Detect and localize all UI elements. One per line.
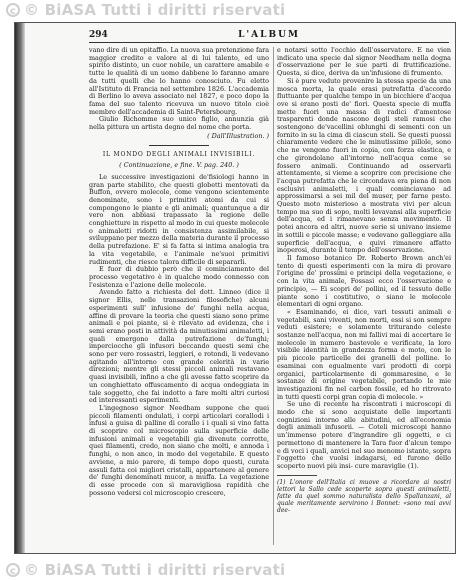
paragraph: e notarsi sotto l'occhio dell'osservatore. E ne vien indicato una specie dal signor Needham nella dogna d'osservazione per le sue parti di fruttificazione. Questa, si dice, deriva da un'infusione di frumento. (277, 47, 451, 78)
running-title: L'ALBUM (238, 30, 300, 40)
paragraph: Se uno di recente ha riscontrati i microscopi di modo che si sono acquistate delle importanti cognizioni intorno alle abitudini, ed all'economia degli animali infusorii. — Coteli microscopi hanno un’immenso potere d’ingrandire gli oggetti, e ci permettono di mantenere la Tara fuor d'alcun tempo e di voci i quali, anvici nel suo menomo istante, sopra l'oggetto che vuolsi indagarsi, ed furono dello scoperto nuovi più insi- cure maraviglie (1). (277, 400, 451, 470)
section-divider (149, 145, 209, 146)
left-column (89, 47, 269, 549)
column-rule (273, 47, 274, 545)
source-attribution: ( Dall'Illustration. ) (207, 131, 269, 140)
right-column (277, 47, 451, 549)
page-header (89, 29, 449, 43)
watermark-top (0, 0, 464, 20)
scanned-page (14, 22, 456, 554)
copyright-icon: c (6, 563, 20, 577)
section-title: IL MONDO DEGLI ANIMALI INVISIBILI. (102, 151, 256, 159)
watermark-bottom (0, 560, 464, 580)
paragraph: « Esaminando, ei dice, vari tessuti animali e vegetabili, sani viventi, non morti, essi si son sempre veduti esistere; e solamente triturando celeste sostanze nell'acqua, non mi fallivi mai di accertare le molecole in numero bastevole e verificate, la loro visibile identità in grandezza forma e moto, con le più piccole particelle dei granelli del polline. Io esaminai con egualmente vari prodotti di corpi organici, particolarmente di gommaresine, e le sostanze di origine vegetabile, portando le mie investigazioni fin nel carbon fossile, ed ho ritrovato in tutti questi corpi gran copia di molecole. » (277, 307, 451, 401)
paragraph: Avendo fatto a richiesta del dott. Linneo (dice il signor Ellis, nelle transazioni filosofiche) alcuni esperimenti sull' infusione de' funghi nella acqua, affine di provare la teoria che questi siano sono prime animali e poi piante, si è rilevato ad evidenza, che i semi erano posti in attività da minutissimi animaletti, i quali emergono dalla putrefazione de'funghi; imperciocche gli infusori beccando questi semi che sono per vero rossastri, leggieri, e rotondi, li vedevano agitando all'intorno con grande celerità in varie direzioni; mentre gli stessi piccoli animali restavano quasi invisibili, infino a che gli avesse fatto scoprire da un conghiettato offuscamento di acqua ondeggiata in tale soggetto, che fai indotto a fare molti altri curiosi ed interessanti esperimenti. (89, 288, 269, 405)
paragraph: L'ingegnoso signor Needham suppone che quei piccoli filamenti ondulati, i corpi articolari corallodi i infusi a guisa di palline di corallo i i quali si vino fatta di scoprire col microscopio sulla superficie delle infusioni animali e vegetabili gia divenute corrotte, quei filamenti, credo, non siano che molti, e annoda i funghi, o non anco, in modo del vegetabile. E questo avviene, a mio parere, di tempo dopo questi, curata assuli fatta coi migliori cristalli, appartenere al genere de' funghi denominati mucor, a muffa. La vegetazione di esse procede con sì maravigliosa rapidità che possono vedersi col microscopio crescere, (89, 403, 269, 497)
paragraph: E fuor di dubbio però che il cominciamento del processo vegetativo è in qualche modo connesso con l'esistenza e l'azione delle molecole. (89, 265, 269, 289)
watermark-text: © BiASA Tutti i diritti riservati (24, 561, 286, 579)
paragraph: Le successive investigazioni de'fisiologi hanno in gran parte stabilito, che questi globetti mentovati da Buffon, ovvero molecole, come vengono scientemente denominate, sono i primitivi atomi da cui si compongono le piante e gli animali; quantunque a dir vero non abbiasi trapassato la regione delle conghietture in rispetto al modo in cui queste molecole o animaletti ridotti in consistenza assimilabile, si sviluppano per mezzo della materia durante il processo della putrefazione. E' si fa fatta si intima analogia tra la vita vegetabile, e l'animale ne'suoi primitivi rudimenti, che riesce talora difficile di separarli. (89, 172, 269, 266)
page-gutter (15, 23, 25, 553)
footnote-divider (277, 475, 317, 476)
footnote: (1) L'onore dell'Italia ci muove a ricordare ai nostri lettori la Sallo cede scoperte sopra questi animaletti, fatte da quel sommo naturalista dello Spallanzani, al quale meritamente servirono i Bonnet: «sono mai avvi dee- (277, 478, 451, 515)
page-number: 294 (89, 30, 108, 40)
watermark-text: © BiASA Tutti i diritti riservati (24, 1, 286, 19)
paragraph: Si è pure veduto provenire la stessa specie da una mosca morta, la quale erasi putrefatta d'accordo fluttuante per qualche tempo in un bicchiere d'acqua ove si erano posti de' fiori. Questa specie di muffa mette fuori una massa di radici d'amentose trasparenti donde nascono degli steli ramosi che sostengono de'vacellini oblunghi di sementi con un fornito in su la cima di ciascun steli. Se questi puossi chiaramente vedere che le minutissime pillole, sono che ne vengono fuori in copia, con forza elastica, e che girondolano all'intorno nell'acqua come se fossero animali. Continuando ad osservarli attentamente, si vieme a scoprire con precisione che l'acqua putrefatta che le circondava era piena di non esclusivi animaletti, i quali cominciavano ad approssimarsi a sei mil del muser, per farne pesto. Questo moto misterioso a mostrata vivi per alcun tempo ma suo di sopo, molti levavansi alla superficie dell'acqua, ed i rimanevano senza movimento. Il potei ancora ed altri, nuove serie si univano insieme in sottili e piccole masse; e vedevano galleggiare alla superficie dell'acqua, e quivi rimanere affatto inoperosi, durante il tempo dell'osservazione. (277, 76, 451, 255)
copyright-icon: c (6, 3, 20, 17)
section-subtitle: ( Continuazione, e fine. V. pag. 240. ) (119, 161, 239, 170)
paragraph: vano dire di un epitaffio. La nuova sua pretenzione fara maggior credito e valore al di lui talento, ed uno spirito distinto, un cuor nobile, un carattere amabile e tutte le qualità di un uomo dabbene lo faranno amare da tutti quelli che lo hanno conosciuto. Fu eletto all'Istituto di Francia nel settembre 1826. L'accademia di Berlino lo aveva associato nel 1827, e poco dopo la fama del suo talento ricevuva un nuovo titolo cioè membro dell'accademia di Saint-Petersbourg. (89, 47, 269, 116)
paragraph: Il famoso botanico Dr. Roberto Brown anch'ei tento di questi esperimenti con la mira di provare l'origine de' prossimi e principi della vegetazione, e con la vita animale, Fossasi ecco l'osservazione e principio, — Ei scopri de' pollini, ed il tessuto delle piante sono i costitutivo, o siano le molecole elementari di ogni organo. (277, 253, 451, 309)
paragraph: Giulio Richomme suo unico figlio, annunzia già nella pittura un artista degno del nome che porta. (89, 115, 269, 132)
